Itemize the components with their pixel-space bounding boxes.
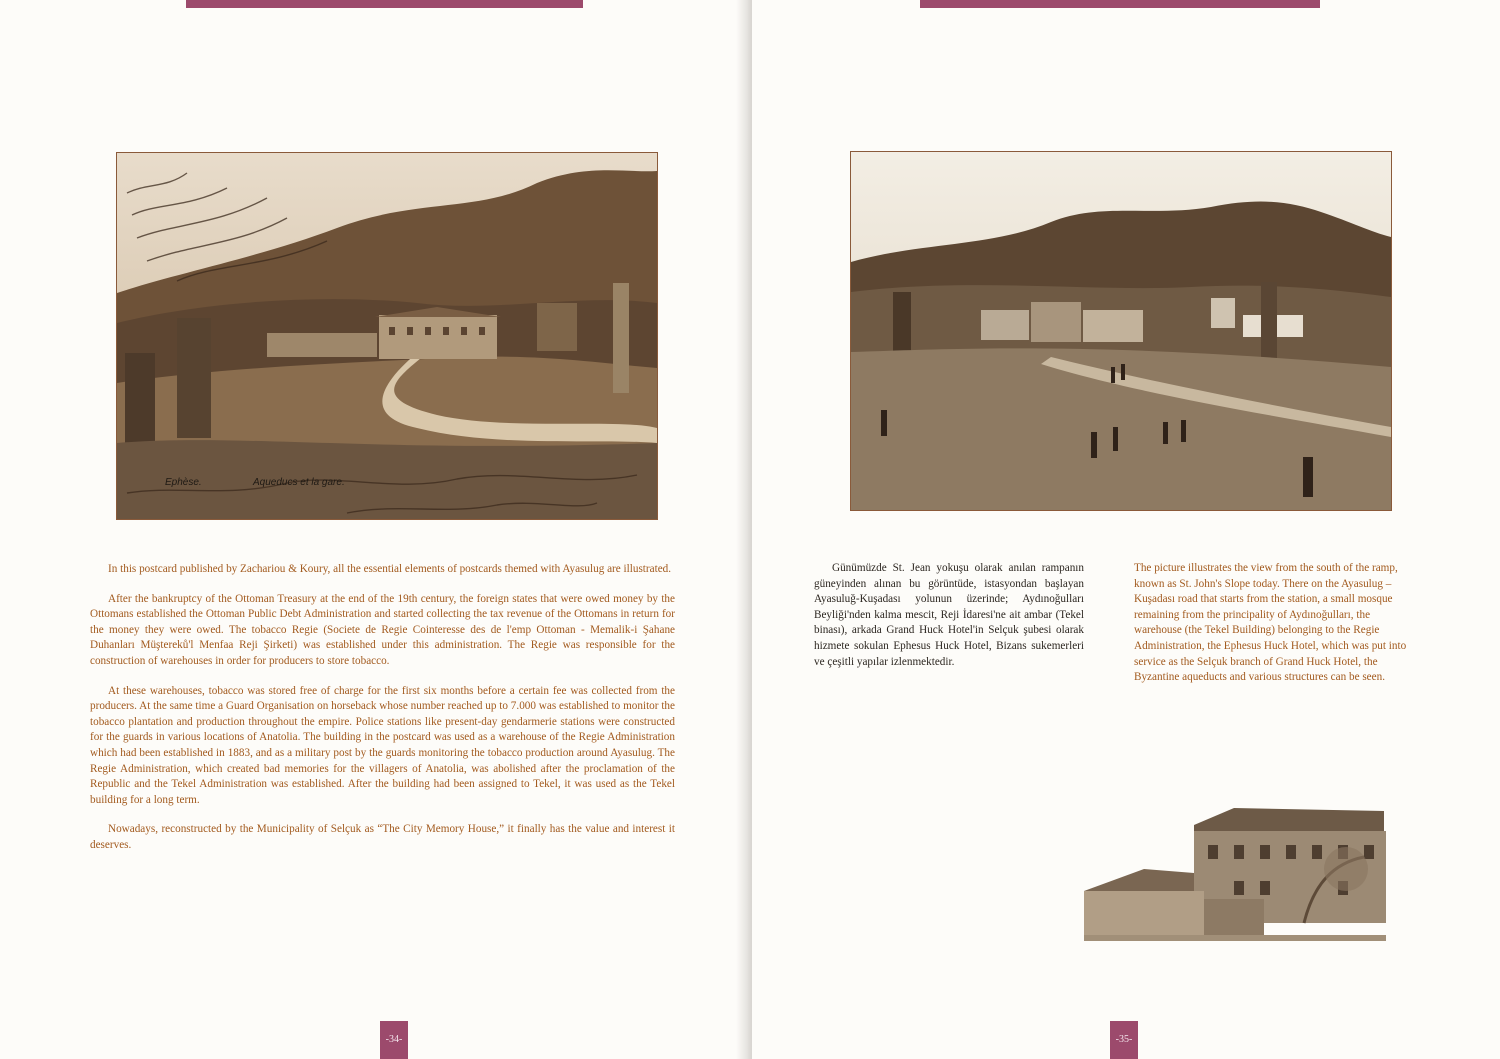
english-caption — [1134, 561, 1414, 686]
postcard-title-caption: Aqueducs et la gare. — [253, 477, 345, 488]
street-view-photo — [850, 151, 1392, 511]
tekel-building-image — [1084, 803, 1390, 943]
paragraph-warehouses: At these warehouses, tobacco was stored free of charge for the first six months before a certain fee was collected from the producers. At the same time a Guard Organisation on horseback whose number reached up to 7.000 was established to monitor the tobacco plantation and production throughout the empire. Police stations like present-day gendarmerie stations were constructed for the guards in various locations of Anatolia. The building in the postcard was used as a warehouse of the Regie Administration which had been established in 1883, and as a military post by the guards monitoring the tobacco production around Ayasulug. The Regie Administration, which created bad memories for the villagers of Anatolia, was abolished after the proclamation of the Republic and the Tekel Administration was established. After the building had been assigned to Tekel, it was used as the Tekel building for a long term. — [90, 684, 675, 806]
page-number-left: -34- — [380, 1021, 408, 1059]
paragraph-postcard-intro: In this postcard published by Zachariou & Koury, all the essential elements of postcards themed with Ayasulug are illustrated. — [108, 563, 672, 575]
paragraph-city-memory-house: Nowadays, reconstructed by the Municipality of Selçuk as “The City Memory House,” it finally has the value and interest it deserves. — [90, 823, 675, 851]
postcard-place-caption: Ephèse. — [165, 477, 202, 488]
page-number-right: -35- — [1110, 1021, 1138, 1059]
paragraph-ottoman-debt: After the bankruptcy of the Ottoman Treasury at the end of the 19th century, the foreign states that were owed money by the Ottomans established the Ottoman Public Debt Administration and started collecting the tax revenue of the Ottomans in return for the money they were owed. The tobacco Regie (Societe de Regie Cointeresse des de l'emp Ottoman - Memalik-i Şahane Duhanları Müştereků'l Menfaa Reji Şirketi) was established under this administration. The Regie was responsible for the construction of warehouses in order for producers to store tobacco. — [90, 592, 675, 667]
top-accent-bar — [920, 0, 1320, 8]
top-accent-bar — [186, 0, 583, 8]
turkish-caption-text: Günümüzde St. Jean yokuşu olarak anılan rampanın güneyinden alınan bu görüntüde, istasyondan başlayan Ayasuluğ-Kuşadası yolunun üzerinde; Aydınoğulları Beyliği'nden kalma mescit, Reji İdaresi'ne ait ambar (Tekel binası), arkada Grand Huck Hotel'in Selçuk şubesi olarak hizmete sokulan Ephesus Huck Hotel, Bizans sukemerleri ve çeşitli yapılar izlenmektedir. — [814, 562, 1084, 668]
english-caption-text: The picture illustrates the view from the south of the ramp, known as St. John's Slope today. There on the Ayasulug – Kuşadası road that starts from the station, a small mosque remaining from the principality of Aydınoğulları, the warehouse (the Tekel Building) belonging to the Regie Administration, the Ephesus Huck Hotel, which was put into service as the Selçuk branch of Grand Huck Hotel, the Byzantine aqueducts and various structures can be seen. — [1134, 562, 1407, 684]
left-body-text — [90, 562, 675, 868]
street-view-illustration — [851, 152, 1391, 510]
postcard-illustration — [117, 153, 657, 519]
right-page — [752, 0, 1500, 1059]
turkish-caption — [814, 561, 1084, 670]
left-page — [0, 0, 748, 1059]
historic-postcard-image — [116, 152, 658, 520]
